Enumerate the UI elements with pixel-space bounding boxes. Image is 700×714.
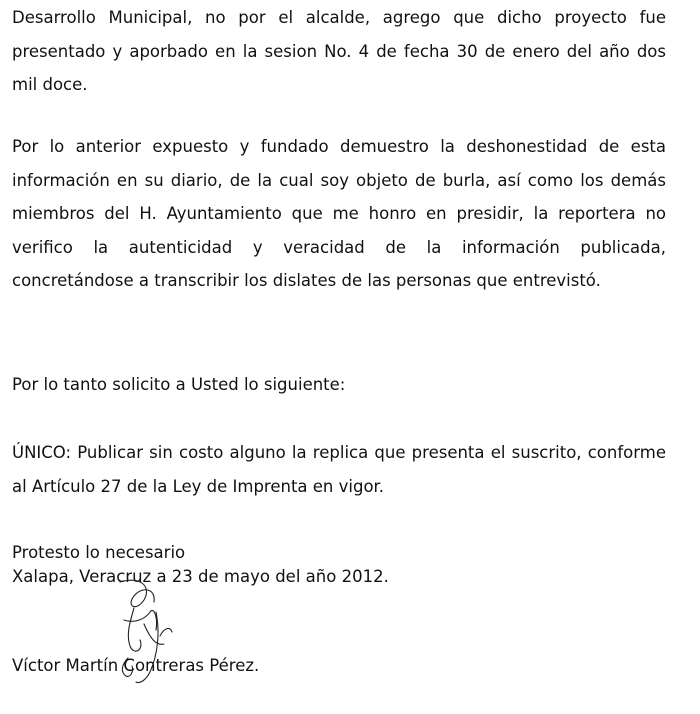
signatory-name: Víctor Martín Contreras Pérez. bbox=[12, 656, 260, 675]
paragraph-project-approval: Desarrollo Municipal, no por el alcalde, agrego que dicho proyecto fue presentado y aporbado en la sesion No. 4 de fecha 30 de enero del año dos mil doce. bbox=[12, 8, 666, 94]
paragraph-request-intro: Por lo tanto solicito a Usted lo siguiente: bbox=[12, 375, 346, 394]
closing-protest: Protesto lo necesario bbox=[12, 543, 186, 562]
paragraph-dishonesty-claim: Por lo anterior expuesto y fundado demuestro la deshonestidad de esta información en su diario, de la cual soy objeto de burla, así como los demás miembros del H. Ayuntamiento que me honro en presidir, la reportera no verifico la autenticidad y veracidad de la información publicada, concretándose a transcribir los dislates de las personas que entrevistó. bbox=[12, 137, 666, 290]
paragraph-unico-request: ÚNICO: Publicar sin costo alguno la replica que presenta el suscrito, conforme al Artículo 27 de la Ley de Imprenta en vigor. bbox=[12, 443, 666, 496]
handwritten-signature-icon bbox=[100, 572, 190, 690]
closing-place-date: Xalapa, Veracruz a 23 de mayo del año 2012. bbox=[12, 567, 389, 586]
